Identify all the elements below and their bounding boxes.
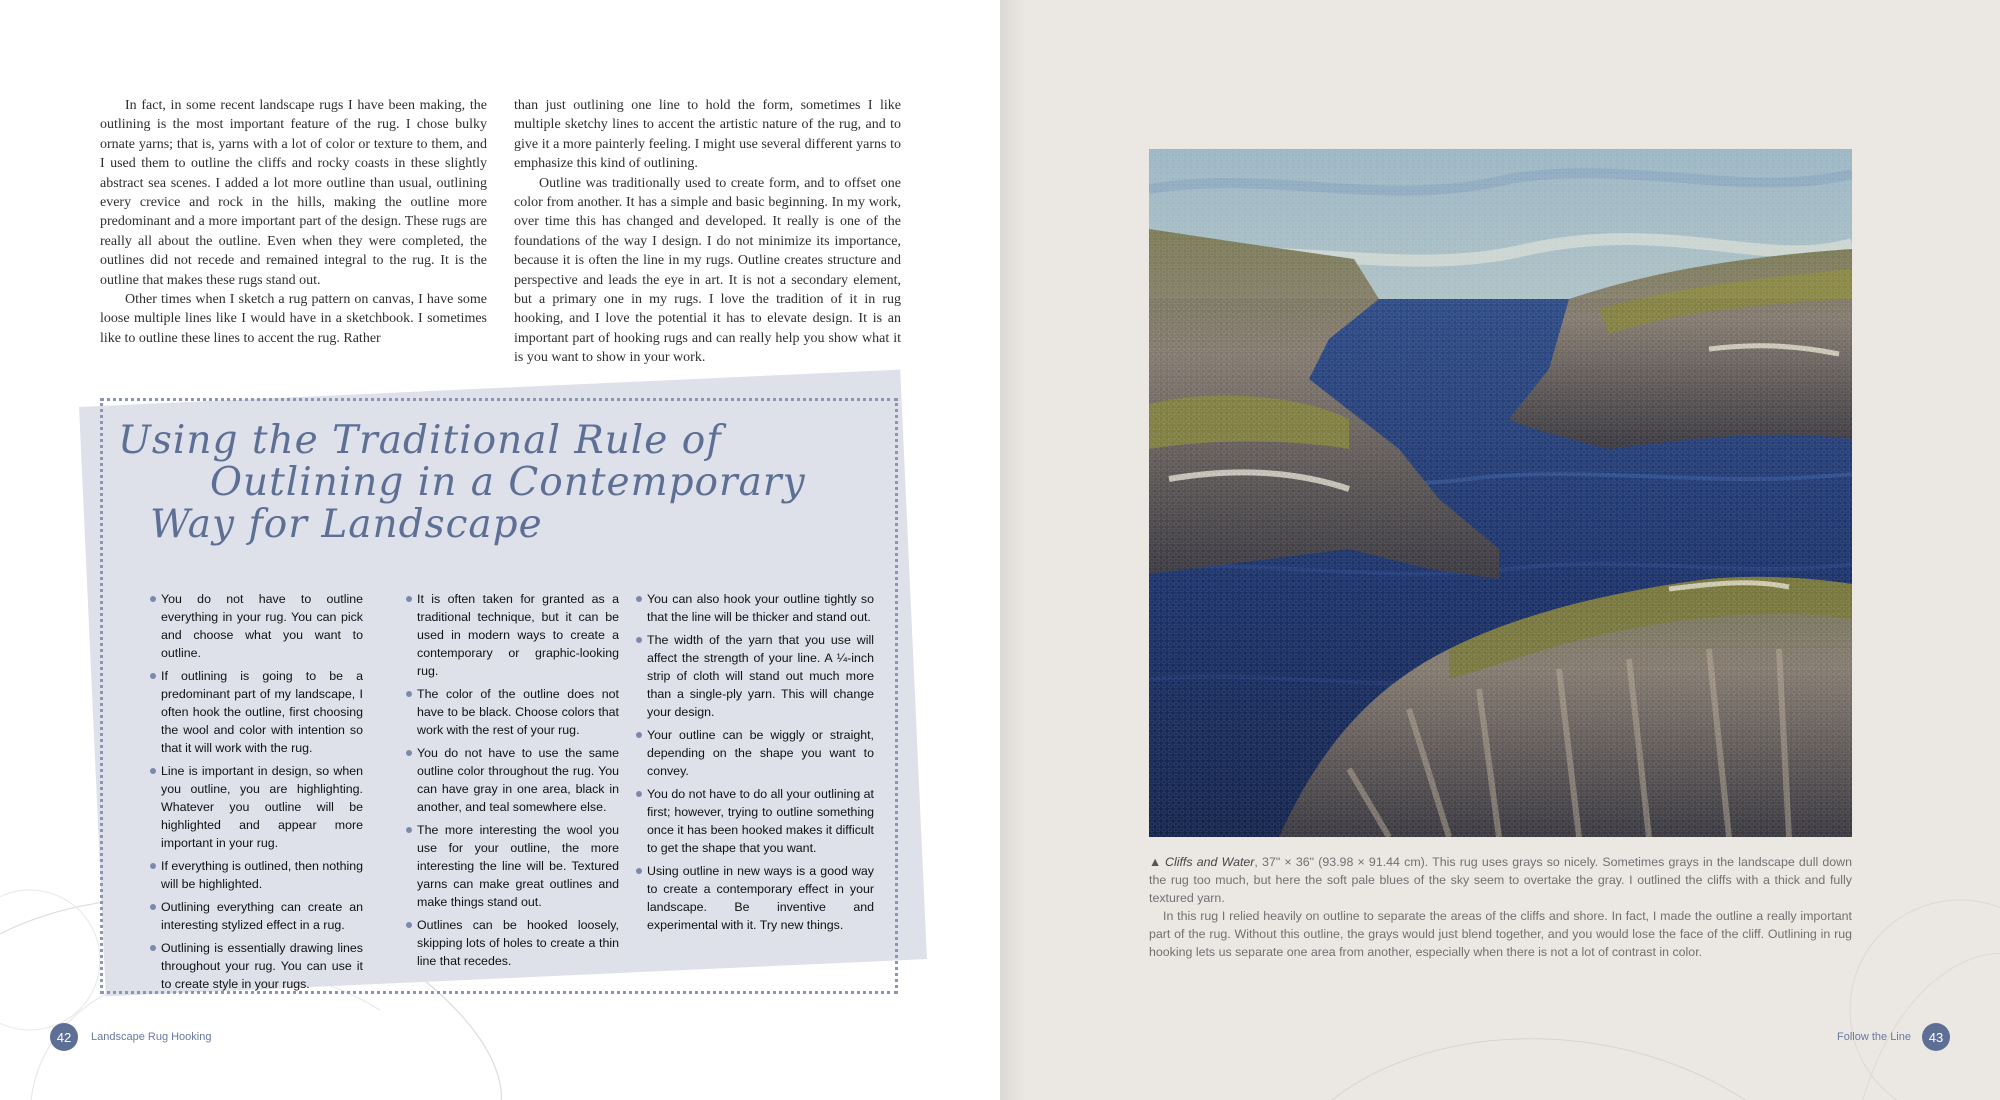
caption-paragraph-2: In this rug I relied heavily on outline to separate the areas of the cliffs and shore. In fact, I made the outline a really important part of the rug. Without this outline, the grays would just blend together, and you would lose the face of the cliff. Outlining in rug hooking lets us separate one area from another, especially when there is not a lot of contrast in color. — [1149, 909, 1852, 959]
sidebar-title-line: Using the Traditional Rule of — [118, 418, 722, 463]
body-paragraph: Outline was traditionally used to create form, and to offset one color from another. It has a simple and basic beginning. In my work, over time this has changed and developed. It really is one of the foundations of the way I design. I do not minimize its importance, because it is often the line in my rugs. Outline creates structure and perspective and leads the eye in art. It is not a secondary element, but a primary one in my rugs. I love the tradition of it in rug hooking, and I love the potential it has to elevate design. It is an important part of hooking rugs and can really help you show what it is you want to show in your work. — [514, 175, 901, 366]
tip-bullet: Outlining everything can create an interesting stylized effect in a rug. — [150, 898, 363, 934]
right-page — [1000, 0, 2000, 1100]
gutter-shadow — [1000, 0, 1026, 1100]
tip-bullet: You do not have to do all your outlining at first; however, trying to outline something once it has been hooked makes it difficult to get the shape that you want. — [636, 785, 874, 857]
tip-bullet: Your outline can be wiggly or straight, depending on the shape you want to convey. — [636, 726, 874, 780]
tips-list-column-2 — [406, 590, 619, 975]
triangle-up-icon: ▲ — [1149, 855, 1163, 869]
tip-bullet: If everything is outlined, then nothing will be highlighted. — [150, 857, 363, 893]
tip-bullet: It is often taken for granted as a traditional technique, but it can be used in modern ways to create a contemporary or graphic-looking rug. — [406, 590, 619, 680]
tip-bullet: Using outline in new ways is a good way to create a contemporary effect in your landscape. Be inventive and experimental with it. Try new things. — [636, 862, 874, 934]
running-head: Follow the Line — [1837, 1031, 1911, 1043]
tips-list-column-3 — [636, 590, 874, 939]
photo-caption — [1149, 853, 1852, 961]
rug-photo-cliffs-and-water — [1149, 149, 1852, 837]
tip-bullet: The color of the outline does not have to be black. Choose colors that work with the rest of your rug. — [406, 685, 619, 739]
tip-bullet: The width of the yarn that you use will affect the strength of your line. A ¼-inch strip of cloth will stand out much more than a single-ply yarn. This will change your design. — [636, 631, 874, 721]
page-number-badge: 43 — [1922, 1023, 1950, 1051]
caption-artwork-title: Cliffs and Water — [1165, 855, 1255, 869]
tip-bullet: You do not have to outline everything in your rug. You can pick and choose what you want to outline. — [150, 590, 363, 662]
sidebar-title-line: Outlining in a Contemporary — [210, 460, 806, 505]
tip-bullet: Outlining is essentially drawing lines throughout your rug. You can use it to create style in your rugs. — [150, 939, 363, 993]
body-column-2 — [514, 96, 901, 368]
sidebar-title — [118, 420, 818, 546]
tips-list-column-1 — [150, 590, 363, 998]
body-paragraph-continued: than just outlining one line to hold the form, sometimes I like multiple sketchy lines to accent the artistic nature of the rug, and to give it a more painterly feeling. I might use several different yarns to emphasize this kind of outlining. — [514, 98, 901, 172]
tip-bullet: You can also hook your outline tightly so that the line will be thicker and stand out. — [636, 590, 874, 626]
body-column-1 — [100, 96, 487, 348]
tip-bullet: You do not have to use the same outline color throughout the rug. You can have gray in one area, black in another, and teal somewhere else. — [406, 744, 619, 816]
sidebar-title-line: Way for Landscape — [150, 502, 543, 547]
body-paragraph: Other times when I sketch a rug pattern on canvas, I have some loose multiple lines like I would have in a sketchbook. I sometimes like to outline these lines to accent the rug. Rather — [100, 292, 487, 346]
caption-text: , 37" × 36" (93.98 × 91.44 cm). This rug uses grays so nicely. Sometimes grays in the landscape dull down the rug too much, but here the soft pale blues of the sky seem to overtake the gray. I outlined the cliffs with a thick and fully textured yarn. — [1149, 855, 1852, 905]
page-number-badge: 42 — [50, 1023, 78, 1051]
body-paragraph: In fact, in some recent landscape rugs I have been making, the outlining is the most important feature of the rug. I chose bulky ornate yarns; that is, yarns with a lot of color or texture to them, and I used them to outline the cliffs and rocky coasts in these slightly abstract sea scenes. I added a lot more outline than usual, outlining every crevice and rock in the hills, making the outline more predominant and a more important part of the design. These rugs are really all about the outline. Even when they were completed, the outlines did not recede and remained integral to the rug. It is the outline that makes these rugs stand out. — [100, 98, 487, 288]
tip-bullet: Line is important in design, so when you outline, you are highlighting. Whatever you outline will be highlighted and appear more important in your rug. — [150, 762, 363, 852]
tip-bullet: Outlines can be hooked loosely, skipping lots of holes to create a thin line that recedes. — [406, 916, 619, 970]
running-head: Landscape Rug Hooking — [91, 1031, 212, 1043]
tip-bullet: The more interesting the wool you use for your outline, the more interesting the line will be. Textured yarns can make great outlines and make things stand out. — [406, 821, 619, 911]
tip-bullet: If outlining is going to be a predominant part of my landscape, I often hook the outline, first choosing the wool and color with intention so that it will work with the rug. — [150, 667, 363, 757]
